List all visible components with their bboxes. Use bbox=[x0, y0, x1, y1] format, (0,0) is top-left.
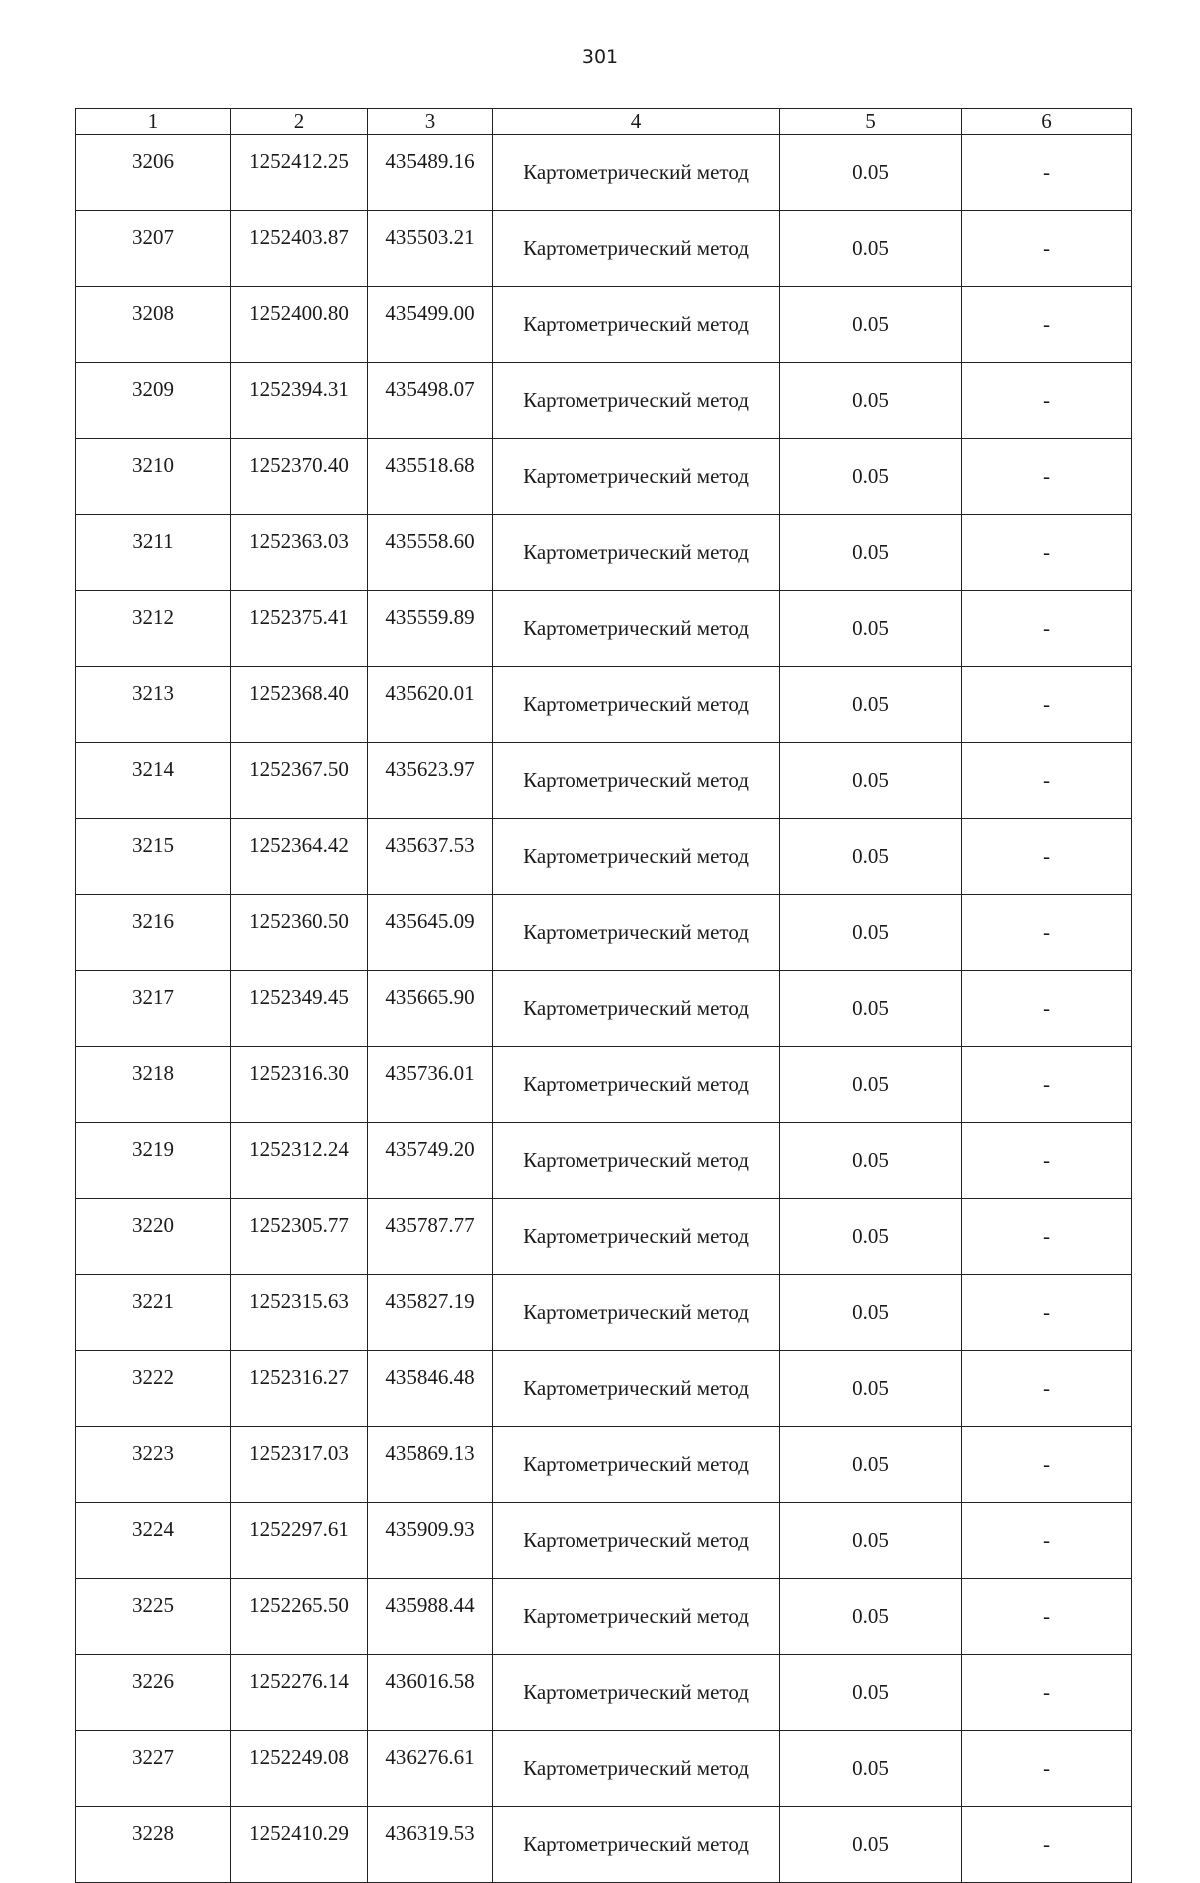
y-coordinate-cell: 435503.21 bbox=[368, 211, 493, 287]
method-cell: Картометрический метод bbox=[493, 1579, 780, 1655]
column-header-1: 1 bbox=[76, 109, 231, 135]
x-coordinate-cell: 1252315.63 bbox=[231, 1275, 368, 1351]
x-coordinate-cell: 1252317.03 bbox=[231, 1427, 368, 1503]
method-cell: Картометрический метод bbox=[493, 1123, 780, 1199]
x-coordinate-cell: 1252368.40 bbox=[231, 667, 368, 743]
accuracy-cell: 0.05 bbox=[780, 1731, 962, 1807]
note-cell: - bbox=[962, 439, 1132, 515]
point-number-cell: 3217 bbox=[76, 971, 231, 1047]
note-cell: - bbox=[962, 211, 1132, 287]
point-number-cell: 3208 bbox=[76, 287, 231, 363]
y-coordinate-cell: 435620.01 bbox=[368, 667, 493, 743]
accuracy-cell: 0.05 bbox=[780, 1047, 962, 1123]
column-header-5: 5 bbox=[780, 109, 962, 135]
coordinates-table bbox=[75, 108, 1132, 1883]
x-coordinate-cell: 1252394.31 bbox=[231, 363, 368, 439]
accuracy-cell: 0.05 bbox=[780, 895, 962, 971]
accuracy-cell: 0.05 bbox=[780, 971, 962, 1047]
method-cell: Картометрический метод bbox=[493, 1427, 780, 1503]
accuracy-cell: 0.05 bbox=[780, 287, 962, 363]
y-coordinate-cell: 435787.77 bbox=[368, 1199, 493, 1275]
x-coordinate-cell: 1252265.50 bbox=[231, 1579, 368, 1655]
table-row bbox=[76, 1047, 1132, 1123]
accuracy-cell: 0.05 bbox=[780, 1199, 962, 1275]
point-number-cell: 3213 bbox=[76, 667, 231, 743]
column-header-2: 2 bbox=[231, 109, 368, 135]
note-cell: - bbox=[962, 1351, 1132, 1427]
x-coordinate-cell: 1252412.25 bbox=[231, 135, 368, 211]
x-coordinate-cell: 1252375.41 bbox=[231, 591, 368, 667]
table-row bbox=[76, 1123, 1132, 1199]
table-row bbox=[76, 743, 1132, 819]
point-number-cell: 3210 bbox=[76, 439, 231, 515]
accuracy-cell: 0.05 bbox=[780, 1655, 962, 1731]
y-coordinate-cell: 435623.97 bbox=[368, 743, 493, 819]
column-header-4: 4 bbox=[493, 109, 780, 135]
header-row bbox=[76, 109, 1132, 135]
table-row bbox=[76, 819, 1132, 895]
method-cell: Картометрический метод bbox=[493, 895, 780, 971]
accuracy-cell: 0.05 bbox=[780, 819, 962, 895]
point-number-cell: 3219 bbox=[76, 1123, 231, 1199]
note-cell: - bbox=[962, 1123, 1132, 1199]
point-number-cell: 3218 bbox=[76, 1047, 231, 1123]
point-number-cell: 3225 bbox=[76, 1579, 231, 1655]
method-cell: Картометрический метод bbox=[493, 591, 780, 667]
method-cell: Картометрический метод bbox=[493, 1275, 780, 1351]
accuracy-cell: 0.05 bbox=[780, 1351, 962, 1427]
point-number-cell: 3209 bbox=[76, 363, 231, 439]
table-row bbox=[76, 1655, 1132, 1731]
accuracy-cell: 0.05 bbox=[780, 211, 962, 287]
x-coordinate-cell: 1252249.08 bbox=[231, 1731, 368, 1807]
table-row bbox=[76, 1731, 1132, 1807]
table-row bbox=[76, 439, 1132, 515]
note-cell: - bbox=[962, 1503, 1132, 1579]
x-coordinate-cell: 1252367.50 bbox=[231, 743, 368, 819]
note-cell: - bbox=[962, 1579, 1132, 1655]
x-coordinate-cell: 1252305.77 bbox=[231, 1199, 368, 1275]
y-coordinate-cell: 435489.16 bbox=[368, 135, 493, 211]
column-header-3: 3 bbox=[368, 109, 493, 135]
note-cell: - bbox=[962, 895, 1132, 971]
note-cell: - bbox=[962, 363, 1132, 439]
y-coordinate-cell: 435558.60 bbox=[368, 515, 493, 591]
point-number-cell: 3222 bbox=[76, 1351, 231, 1427]
y-coordinate-cell: 435846.48 bbox=[368, 1351, 493, 1427]
x-coordinate-cell: 1252297.61 bbox=[231, 1503, 368, 1579]
accuracy-cell: 0.05 bbox=[780, 1807, 962, 1883]
accuracy-cell: 0.05 bbox=[780, 135, 962, 211]
y-coordinate-cell: 435988.44 bbox=[368, 1579, 493, 1655]
accuracy-cell: 0.05 bbox=[780, 1503, 962, 1579]
table-row bbox=[76, 591, 1132, 667]
table-row bbox=[76, 1503, 1132, 1579]
point-number-cell: 3228 bbox=[76, 1807, 231, 1883]
accuracy-cell: 0.05 bbox=[780, 1275, 962, 1351]
note-cell: - bbox=[962, 1427, 1132, 1503]
table-row bbox=[76, 1807, 1132, 1883]
method-cell: Картометрический метод bbox=[493, 743, 780, 819]
point-number-cell: 3206 bbox=[76, 135, 231, 211]
accuracy-cell: 0.05 bbox=[780, 515, 962, 591]
point-number-cell: 3221 bbox=[76, 1275, 231, 1351]
point-number-cell: 3207 bbox=[76, 211, 231, 287]
y-coordinate-cell: 435827.19 bbox=[368, 1275, 493, 1351]
accuracy-cell: 0.05 bbox=[780, 1427, 962, 1503]
table-row bbox=[76, 363, 1132, 439]
accuracy-cell: 0.05 bbox=[780, 1123, 962, 1199]
table-row bbox=[76, 287, 1132, 363]
point-number-cell: 3224 bbox=[76, 1503, 231, 1579]
method-cell: Картометрический метод bbox=[493, 515, 780, 591]
x-coordinate-cell: 1252316.27 bbox=[231, 1351, 368, 1427]
accuracy-cell: 0.05 bbox=[780, 743, 962, 819]
method-cell: Картометрический метод bbox=[493, 287, 780, 363]
x-coordinate-cell: 1252316.30 bbox=[231, 1047, 368, 1123]
x-coordinate-cell: 1252370.40 bbox=[231, 439, 368, 515]
y-coordinate-cell: 435498.07 bbox=[368, 363, 493, 439]
y-coordinate-cell: 436276.61 bbox=[368, 1731, 493, 1807]
point-number-cell: 3214 bbox=[76, 743, 231, 819]
method-cell: Картометрический метод bbox=[493, 819, 780, 895]
note-cell: - bbox=[962, 819, 1132, 895]
method-cell: Картометрический метод bbox=[493, 1807, 780, 1883]
x-coordinate-cell: 1252276.14 bbox=[231, 1655, 368, 1731]
x-coordinate-cell: 1252364.42 bbox=[231, 819, 368, 895]
accuracy-cell: 0.05 bbox=[780, 1579, 962, 1655]
y-coordinate-cell: 435499.00 bbox=[368, 287, 493, 363]
method-cell: Картометрический метод bbox=[493, 1047, 780, 1123]
x-coordinate-cell: 1252312.24 bbox=[231, 1123, 368, 1199]
y-coordinate-cell: 436016.58 bbox=[368, 1655, 493, 1731]
page-number: 301 bbox=[581, 46, 619, 68]
method-cell: Картометрический метод bbox=[493, 1503, 780, 1579]
method-cell: Картометрический метод bbox=[493, 971, 780, 1047]
note-cell: - bbox=[962, 515, 1132, 591]
x-coordinate-cell: 1252400.80 bbox=[231, 287, 368, 363]
method-cell: Картометрический метод bbox=[493, 1351, 780, 1427]
table-row bbox=[76, 895, 1132, 971]
point-number-cell: 3227 bbox=[76, 1731, 231, 1807]
table-header bbox=[76, 109, 1132, 135]
x-coordinate-cell: 1252410.29 bbox=[231, 1807, 368, 1883]
x-coordinate-cell: 1252363.03 bbox=[231, 515, 368, 591]
table-row bbox=[76, 1351, 1132, 1427]
point-number-cell: 3211 bbox=[76, 515, 231, 591]
table-row bbox=[76, 1275, 1132, 1351]
note-cell: - bbox=[962, 1199, 1132, 1275]
x-coordinate-cell: 1252360.50 bbox=[231, 895, 368, 971]
accuracy-cell: 0.05 bbox=[780, 667, 962, 743]
note-cell: - bbox=[962, 1275, 1132, 1351]
note-cell: - bbox=[962, 1807, 1132, 1883]
y-coordinate-cell: 435869.13 bbox=[368, 1427, 493, 1503]
table-row bbox=[76, 211, 1132, 287]
note-cell: - bbox=[962, 135, 1132, 211]
method-cell: Картометрический метод bbox=[493, 667, 780, 743]
y-coordinate-cell: 435637.53 bbox=[368, 819, 493, 895]
x-coordinate-cell: 1252403.87 bbox=[231, 211, 368, 287]
note-cell: - bbox=[962, 1047, 1132, 1123]
y-coordinate-cell: 435518.68 bbox=[368, 439, 493, 515]
y-coordinate-cell: 435736.01 bbox=[368, 1047, 493, 1123]
note-cell: - bbox=[962, 667, 1132, 743]
table-row bbox=[76, 135, 1132, 211]
method-cell: Картометрический метод bbox=[493, 135, 780, 211]
note-cell: - bbox=[962, 743, 1132, 819]
y-coordinate-cell: 435749.20 bbox=[368, 1123, 493, 1199]
table-body bbox=[76, 135, 1132, 1883]
accuracy-cell: 0.05 bbox=[780, 591, 962, 667]
table-row bbox=[76, 1199, 1132, 1275]
accuracy-cell: 0.05 bbox=[780, 439, 962, 515]
point-number-cell: 3216 bbox=[76, 895, 231, 971]
point-number-cell: 3223 bbox=[76, 1427, 231, 1503]
method-cell: Картометрический метод bbox=[493, 1655, 780, 1731]
method-cell: Картометрический метод bbox=[493, 1731, 780, 1807]
y-coordinate-cell: 435909.93 bbox=[368, 1503, 493, 1579]
method-cell: Картометрический метод bbox=[493, 439, 780, 515]
y-coordinate-cell: 436319.53 bbox=[368, 1807, 493, 1883]
x-coordinate-cell: 1252349.45 bbox=[231, 971, 368, 1047]
y-coordinate-cell: 435665.90 bbox=[368, 971, 493, 1047]
note-cell: - bbox=[962, 287, 1132, 363]
method-cell: Картометрический метод bbox=[493, 1199, 780, 1275]
method-cell: Картометрический метод bbox=[493, 211, 780, 287]
note-cell: - bbox=[962, 591, 1132, 667]
point-number-cell: 3226 bbox=[76, 1655, 231, 1731]
note-cell: - bbox=[962, 1731, 1132, 1807]
table-row bbox=[76, 971, 1132, 1047]
y-coordinate-cell: 435645.09 bbox=[368, 895, 493, 971]
table-row bbox=[76, 1579, 1132, 1655]
table-row bbox=[76, 1427, 1132, 1503]
point-number-cell: 3212 bbox=[76, 591, 231, 667]
table-row bbox=[76, 515, 1132, 591]
column-header-6: 6 bbox=[962, 109, 1132, 135]
method-cell: Картометрический метод bbox=[493, 363, 780, 439]
table-row bbox=[76, 667, 1132, 743]
point-number-cell: 3215 bbox=[76, 819, 231, 895]
note-cell: - bbox=[962, 1655, 1132, 1731]
accuracy-cell: 0.05 bbox=[780, 363, 962, 439]
y-coordinate-cell: 435559.89 bbox=[368, 591, 493, 667]
point-number-cell: 3220 bbox=[76, 1199, 231, 1275]
note-cell: - bbox=[962, 971, 1132, 1047]
